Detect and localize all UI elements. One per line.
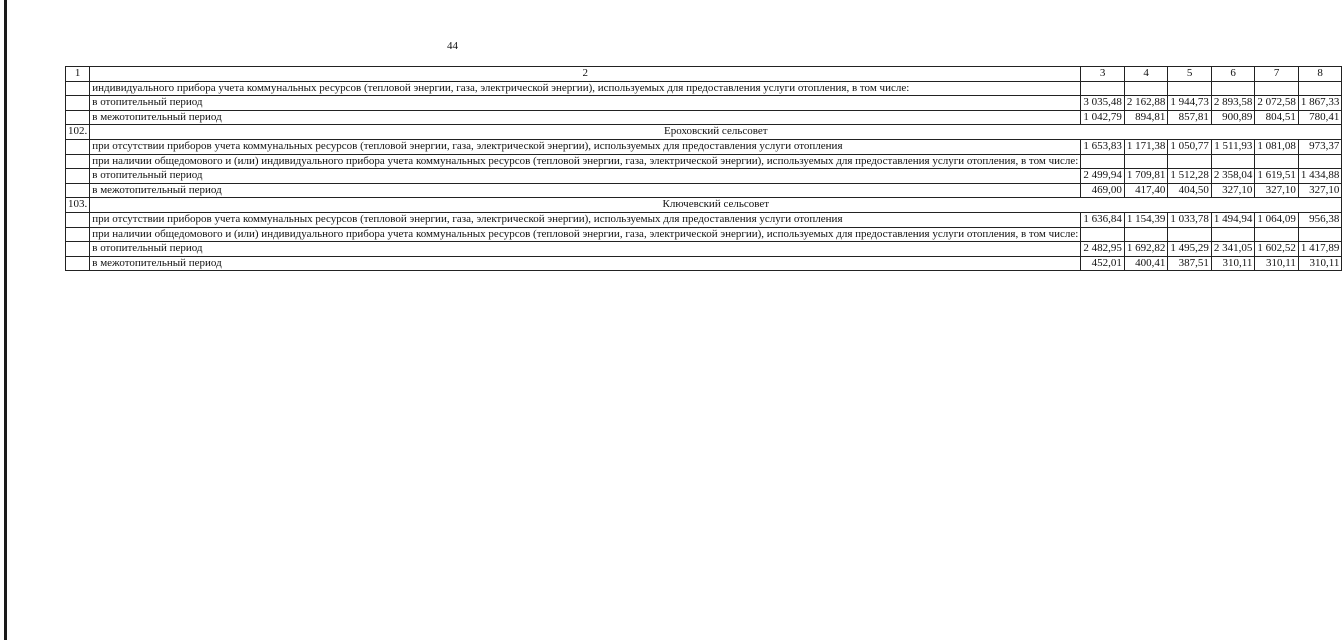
value-cell: 1 619,51	[1255, 169, 1299, 184]
row-number: 103.	[66, 198, 90, 213]
value-cell: 900,89	[1211, 110, 1255, 125]
value-cell	[1255, 154, 1299, 169]
row-number	[66, 212, 90, 227]
header-cell: 2	[90, 67, 1081, 82]
header-cell: 1	[66, 67, 90, 82]
value-cell	[1124, 227, 1168, 242]
value-cell	[1298, 154, 1342, 169]
row-number: 102.	[66, 125, 90, 140]
value-cell	[1255, 81, 1299, 96]
row-description: в межотопительный период	[90, 183, 1081, 198]
value-cell: 327,10	[1298, 183, 1342, 198]
value-cell: 1 081,08	[1255, 139, 1299, 154]
value-cell: 1 512,28	[1168, 169, 1212, 184]
row-number	[66, 169, 90, 184]
value-cell: 1 042,79	[1081, 110, 1125, 125]
value-cell	[1211, 154, 1255, 169]
row-number	[66, 183, 90, 198]
header-cell: 8	[1298, 67, 1342, 82]
table-row	[66, 183, 1342, 198]
row-number	[66, 81, 90, 96]
row-description: в межотопительный период	[90, 256, 1081, 271]
value-cell: 894,81	[1124, 110, 1168, 125]
value-cell: 310,11	[1298, 256, 1342, 271]
value-cell: 327,10	[1255, 183, 1299, 198]
value-cell: 2 341,05	[1211, 242, 1255, 257]
value-cell: 2 499,94	[1081, 169, 1125, 184]
value-cell: 1 692,82	[1124, 242, 1168, 257]
value-cell: 973,37	[1298, 139, 1342, 154]
value-cell	[1081, 81, 1125, 96]
value-cell	[1124, 154, 1168, 169]
table-row	[66, 242, 1342, 257]
row-number	[66, 139, 90, 154]
value-cell	[1081, 227, 1125, 242]
value-cell: 804,51	[1255, 110, 1299, 125]
value-cell: 1 867,33	[1298, 96, 1342, 111]
table-row	[66, 110, 1342, 125]
row-number	[66, 96, 90, 111]
value-cell: 1 602,52	[1255, 242, 1299, 257]
row-description: при наличии общедомового и (или) индивидуального прибора учета коммунальных ресурсов (тепловой энергии, газа, электрической энергии), используемых для предоставления услуги отопления, в том числе:	[90, 227, 1081, 242]
value-cell: 1 417,89	[1298, 242, 1342, 257]
row-description: при наличии общедомового и (или) индивидуального прибора учета коммунальных ресурсов (тепловой энергии, газа, электрической энергии), используемых для предоставления услуги отопления, в том числе:	[90, 154, 1081, 169]
row-number	[66, 227, 90, 242]
value-cell: 1 495,29	[1168, 242, 1212, 257]
section-title: Ероховский сельсовет	[90, 125, 1342, 140]
value-cell: 327,10	[1211, 183, 1255, 198]
row-description: в межотопительный период	[90, 110, 1081, 125]
value-cell: 2 482,95	[1081, 242, 1125, 257]
header-cell: 5	[1168, 67, 1212, 82]
value-cell	[1211, 81, 1255, 96]
value-cell: 1 171,38	[1124, 139, 1168, 154]
value-cell: 404,50	[1168, 183, 1212, 198]
table-row	[66, 256, 1342, 271]
tariff-table	[65, 66, 1342, 271]
value-cell: 310,11	[1255, 256, 1299, 271]
value-cell: 857,81	[1168, 110, 1212, 125]
row-description: в отопительный период	[90, 169, 1081, 184]
header-row	[66, 67, 1342, 82]
row-number	[66, 110, 90, 125]
row-description: при отсутствии приборов учета коммунальных ресурсов (тепловой энергии, газа, электрической энергии), используемых для предоставления услуги отопления	[90, 212, 1081, 227]
value-cell: 1 709,81	[1124, 169, 1168, 184]
value-cell	[1168, 81, 1212, 96]
value-cell	[1081, 154, 1125, 169]
row-number	[66, 242, 90, 257]
header-cell: 7	[1255, 67, 1299, 82]
value-cell: 2 893,58	[1211, 96, 1255, 111]
row-description: в отопительный период	[90, 96, 1081, 111]
value-cell: 1 494,94	[1211, 212, 1255, 227]
row-description: в отопительный период	[90, 242, 1081, 257]
header-cell: 3	[1081, 67, 1125, 82]
value-cell	[1168, 154, 1212, 169]
page-number: 44	[447, 40, 458, 52]
value-cell: 1 154,39	[1124, 212, 1168, 227]
value-cell: 1 944,73	[1168, 96, 1212, 111]
value-cell: 1 653,83	[1081, 139, 1125, 154]
value-cell: 400,41	[1124, 256, 1168, 271]
value-cell: 2 358,04	[1211, 169, 1255, 184]
row-description: индивидуального прибора учета коммунальных ресурсов (тепловой энергии, газа, электрической энергии), используемых для предоставления услуги отопления, в том числе:	[90, 81, 1081, 96]
table-row	[66, 96, 1342, 111]
table-row	[66, 81, 1342, 96]
value-cell: 1 050,77	[1168, 139, 1212, 154]
value-cell: 3 035,48	[1081, 96, 1125, 111]
value-cell: 417,40	[1124, 183, 1168, 198]
value-cell: 1 064,09	[1255, 212, 1299, 227]
value-cell: 310,11	[1211, 256, 1255, 271]
value-cell: 1 033,78	[1168, 212, 1212, 227]
value-cell	[1255, 227, 1299, 242]
value-cell: 1 511,93	[1211, 139, 1255, 154]
scan-edge	[4, 0, 7, 640]
section-row	[66, 125, 1342, 140]
table-row	[66, 154, 1342, 169]
row-number	[66, 256, 90, 271]
value-cell: 1 636,84	[1081, 212, 1125, 227]
value-cell: 452,01	[1081, 256, 1125, 271]
value-cell	[1211, 227, 1255, 242]
table-row	[66, 227, 1342, 242]
table-row	[66, 169, 1342, 184]
value-cell: 387,51	[1168, 256, 1212, 271]
table-body	[66, 67, 1342, 271]
section-row	[66, 198, 1342, 213]
value-cell: 2 162,88	[1124, 96, 1168, 111]
value-cell	[1298, 81, 1342, 96]
row-number	[66, 154, 90, 169]
header-cell: 4	[1124, 67, 1168, 82]
value-cell: 956,38	[1298, 212, 1342, 227]
value-cell: 2 072,58	[1255, 96, 1299, 111]
value-cell: 469,00	[1081, 183, 1125, 198]
value-cell: 1 434,88	[1298, 169, 1342, 184]
value-cell: 780,41	[1298, 110, 1342, 125]
section-title: Ключевский сельсовет	[90, 198, 1342, 213]
row-description: при отсутствии приборов учета коммунальных ресурсов (тепловой энергии, газа, электрической энергии), используемых для предоставления услуги отопления	[90, 139, 1081, 154]
value-cell	[1298, 227, 1342, 242]
header-cell: 6	[1211, 67, 1255, 82]
value-cell	[1168, 227, 1212, 242]
table-row	[66, 139, 1342, 154]
value-cell	[1124, 81, 1168, 96]
table-row	[66, 212, 1342, 227]
